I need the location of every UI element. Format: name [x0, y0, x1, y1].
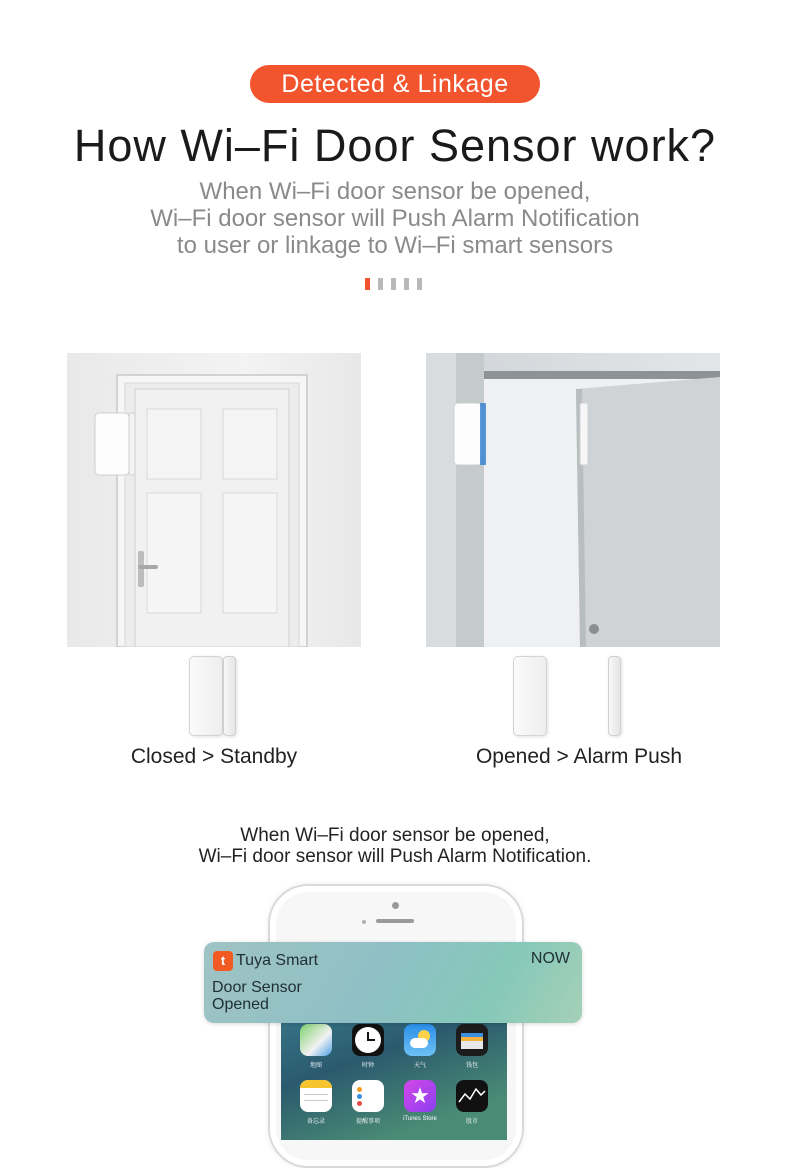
sensor-magnet	[608, 656, 621, 736]
app-label: 时钟	[361, 1063, 374, 1069]
stocks-icon[interactable]	[456, 1080, 488, 1112]
app-label: 备忘录	[306, 1119, 325, 1125]
dot	[365, 278, 370, 290]
app-label: 天气	[413, 1063, 426, 1069]
notification-body: Opened	[212, 996, 269, 1013]
app-label: 股市	[465, 1119, 478, 1125]
sensor-main-unit	[513, 656, 547, 736]
notification-time: NOW	[530, 950, 570, 967]
app-label: 地图	[309, 1063, 322, 1069]
weather-icon[interactable]	[404, 1024, 436, 1056]
dot	[391, 278, 396, 290]
bottom-text-line: When Wi–Fi door sensor be opened,	[240, 825, 550, 846]
reminders-icon[interactable]	[352, 1080, 384, 1112]
state-caption-closed: Closed > Standby	[130, 745, 298, 768]
opened-door-photo	[426, 353, 720, 647]
subtitle-line: Wi–Fi door sensor will Push Alarm Notification	[150, 205, 640, 232]
bottom-description	[0, 825, 790, 867]
dot	[417, 278, 422, 290]
opened-door-illustration	[426, 353, 720, 647]
app-label: 钱包	[465, 1063, 478, 1069]
sensor-magnet	[223, 656, 236, 736]
speaker-grille	[376, 919, 414, 923]
sensor-main-unit	[189, 656, 223, 736]
sensor-dot	[362, 920, 366, 924]
state-caption-opened: Opened > Alarm Push	[475, 745, 683, 768]
subtitle-line: to user or linkage to Wi–Fi smart sensors	[176, 232, 614, 259]
tuya-logo-icon: t	[213, 951, 233, 971]
push-notification[interactable]	[204, 942, 582, 1023]
divider-dots	[365, 278, 422, 290]
subtitle	[0, 178, 790, 259]
front-camera	[392, 902, 399, 909]
app-label: 提醒事项	[355, 1119, 380, 1125]
notes-icon[interactable]	[300, 1080, 332, 1112]
closed-door-photo	[67, 353, 361, 647]
closed-door-illustration	[67, 353, 361, 647]
subtitle-line: When Wi–Fi door sensor be opened,	[199, 178, 591, 205]
maps-icon[interactable]	[300, 1024, 332, 1056]
section-badge: Detected & Linkage	[250, 65, 540, 103]
itunes-icon[interactable]: ★	[404, 1080, 436, 1112]
dot	[404, 278, 409, 290]
bottom-text-line: Wi–Fi door sensor will Push Alarm Notification.	[198, 846, 592, 867]
notification-app-name: Tuya Smart	[236, 952, 319, 969]
app-label: iTunes Store	[403, 1116, 437, 1122]
notification-title: Door Sensor	[212, 979, 302, 996]
dot	[378, 278, 383, 290]
clock-icon[interactable]	[352, 1024, 384, 1056]
page-title: How Wi–Fi Door Sensor work?	[73, 120, 717, 171]
wallet-icon[interactable]	[456, 1024, 488, 1056]
